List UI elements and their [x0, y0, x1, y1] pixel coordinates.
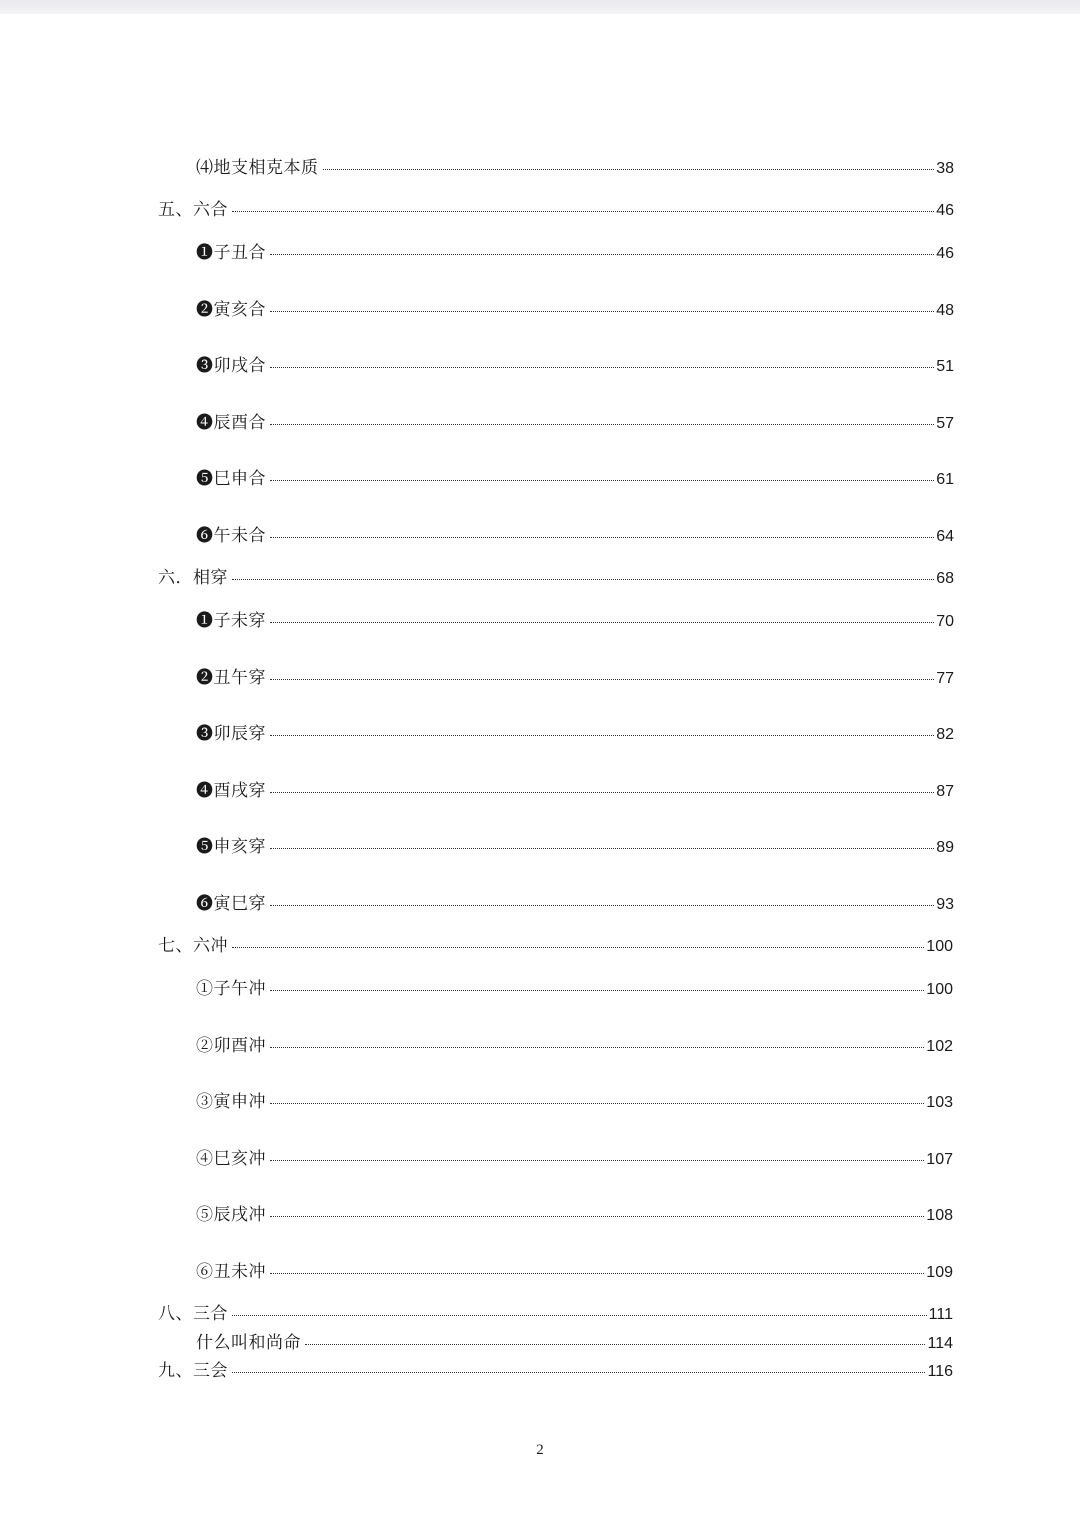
dot-leader	[232, 211, 934, 212]
dot-leader	[232, 1315, 927, 1316]
toc-entry[interactable]	[158, 567, 954, 590]
toc-entry[interactable]	[158, 1303, 953, 1326]
toc-entry-title: ❻午未合	[196, 526, 266, 546]
toc-entry-page: 93	[936, 896, 954, 913]
toc-entry-title: ⑷地支相克本质	[196, 158, 319, 178]
dot-leader	[270, 254, 934, 255]
toc-entry-title: ❺申亥穿	[196, 837, 266, 857]
dot-leader	[232, 947, 924, 948]
toc-entry[interactable]	[158, 935, 953, 958]
toc-entry-page: 116	[927, 1363, 953, 1380]
toc-entry-page: 48	[936, 302, 954, 319]
dot-leader	[270, 1160, 924, 1161]
dot-leader	[270, 990, 924, 991]
toc-entry-page: 87	[936, 783, 954, 800]
toc-entry-title: ❻寅巳穿	[196, 894, 266, 914]
toc-entry-page: 77	[936, 670, 954, 687]
toc-entry-page: 82	[936, 726, 954, 743]
toc-entry-title: ❸卯戌合	[196, 356, 266, 376]
toc-entry[interactable]	[196, 978, 953, 1001]
toc-entry[interactable]	[196, 412, 954, 435]
toc-entry-title: ①子午冲	[196, 979, 266, 999]
toc-entry-title: 九、三会	[158, 1361, 228, 1381]
toc-entry[interactable]	[196, 1261, 953, 1284]
toc-entry-title: ❷寅亥合	[196, 300, 266, 320]
dot-leader	[270, 424, 934, 425]
toc-entry-page: 38	[936, 160, 954, 177]
toc-entry[interactable]	[196, 1148, 953, 1171]
dot-leader	[270, 480, 934, 481]
toc-entry-title: ③寅申冲	[196, 1092, 266, 1112]
toc-entry-title: ❺巳申合	[196, 469, 266, 489]
toc-entry-title: ❶子丑合	[196, 243, 266, 263]
dot-leader	[270, 537, 934, 538]
toc-entry-title: ❸卯辰穿	[196, 724, 266, 744]
toc-entry[interactable]	[196, 525, 954, 548]
dot-leader	[270, 1216, 924, 1217]
dot-leader	[270, 679, 934, 680]
toc-entry[interactable]	[196, 893, 954, 916]
toc-entry[interactable]	[158, 199, 954, 222]
dot-leader	[270, 1273, 924, 1274]
toc-entry-title: ②卯酉冲	[196, 1036, 266, 1056]
toc-entry-title: ❶子未穿	[196, 611, 266, 631]
toc-entry-title: ⑤辰戌冲	[196, 1205, 266, 1225]
toc-entry-title: 六．相穿	[158, 568, 228, 588]
page-number: 2	[536, 1442, 544, 1458]
toc-entry-title: ⑥丑未冲	[196, 1262, 266, 1282]
toc-entry-title: ❹酉戌穿	[196, 781, 266, 801]
toc-entry-page: 68	[936, 570, 954, 587]
dot-leader	[270, 735, 934, 736]
dot-leader	[232, 1372, 925, 1373]
toc-entry-title: ❹辰酉合	[196, 413, 266, 433]
toc-entry-title: 什么叫和尚命	[196, 1333, 301, 1353]
toc-entry[interactable]	[196, 610, 954, 633]
toc-entry-page: 111	[928, 1306, 953, 1323]
toc-entry-title: 七、六冲	[158, 936, 228, 956]
dot-leader	[270, 311, 934, 312]
toc-entry[interactable]	[196, 836, 954, 859]
dot-leader	[270, 848, 934, 849]
dot-leader	[270, 792, 934, 793]
toc-entry-page: 109	[926, 1264, 953, 1281]
toc-entry-page: 57	[936, 415, 954, 432]
toc-entry-page: 61	[936, 471, 954, 488]
dot-leader	[270, 1103, 924, 1104]
toc-entry-page: 46	[936, 245, 954, 262]
toc-entry-title: ④巳亥冲	[196, 1149, 266, 1169]
toc-entry-page: 51	[936, 358, 954, 375]
toc-entry-title: 八、三合	[158, 1304, 228, 1324]
toc-entry[interactable]	[196, 468, 954, 491]
dot-leader	[270, 905, 934, 906]
toc-entry[interactable]	[196, 242, 954, 265]
toc-entry-page: 64	[936, 528, 954, 545]
dot-leader	[323, 169, 935, 170]
toc-entry[interactable]	[196, 723, 954, 746]
toc-entry[interactable]	[196, 299, 954, 322]
toc-entry[interactable]	[196, 1332, 953, 1355]
toc-entry[interactable]	[196, 780, 954, 803]
scan-top-edge	[0, 0, 1080, 14]
toc-entry[interactable]	[196, 1035, 953, 1058]
toc-entry-page: 114	[927, 1335, 953, 1352]
document-page	[0, 14, 1080, 1534]
toc-entry-page: 100	[926, 981, 953, 998]
dot-leader	[305, 1344, 925, 1345]
toc-entry-page: 70	[936, 613, 954, 630]
toc-entry[interactable]	[158, 1360, 953, 1383]
toc-entry[interactable]	[196, 1204, 953, 1227]
toc-entry-page: 89	[936, 839, 954, 856]
toc-entry-page: 103	[926, 1094, 953, 1111]
dot-leader	[270, 1047, 924, 1048]
toc-entry-title: ❷丑午穿	[196, 668, 266, 688]
dot-leader	[270, 622, 934, 623]
toc-entry[interactable]	[196, 667, 954, 690]
toc-entry-title: 五、六合	[158, 200, 228, 220]
toc-entry-page: 100	[926, 938, 953, 955]
dot-leader	[232, 579, 934, 580]
toc-entry-page: 107	[926, 1151, 953, 1168]
toc-entry-page: 46	[936, 202, 954, 219]
toc-entry-page: 108	[926, 1207, 953, 1224]
toc-entry[interactable]	[196, 355, 954, 378]
toc-entry[interactable]	[196, 1091, 953, 1114]
dot-leader	[270, 367, 934, 368]
toc-entry-page: 102	[926, 1038, 953, 1055]
toc-entry[interactable]	[196, 157, 954, 180]
